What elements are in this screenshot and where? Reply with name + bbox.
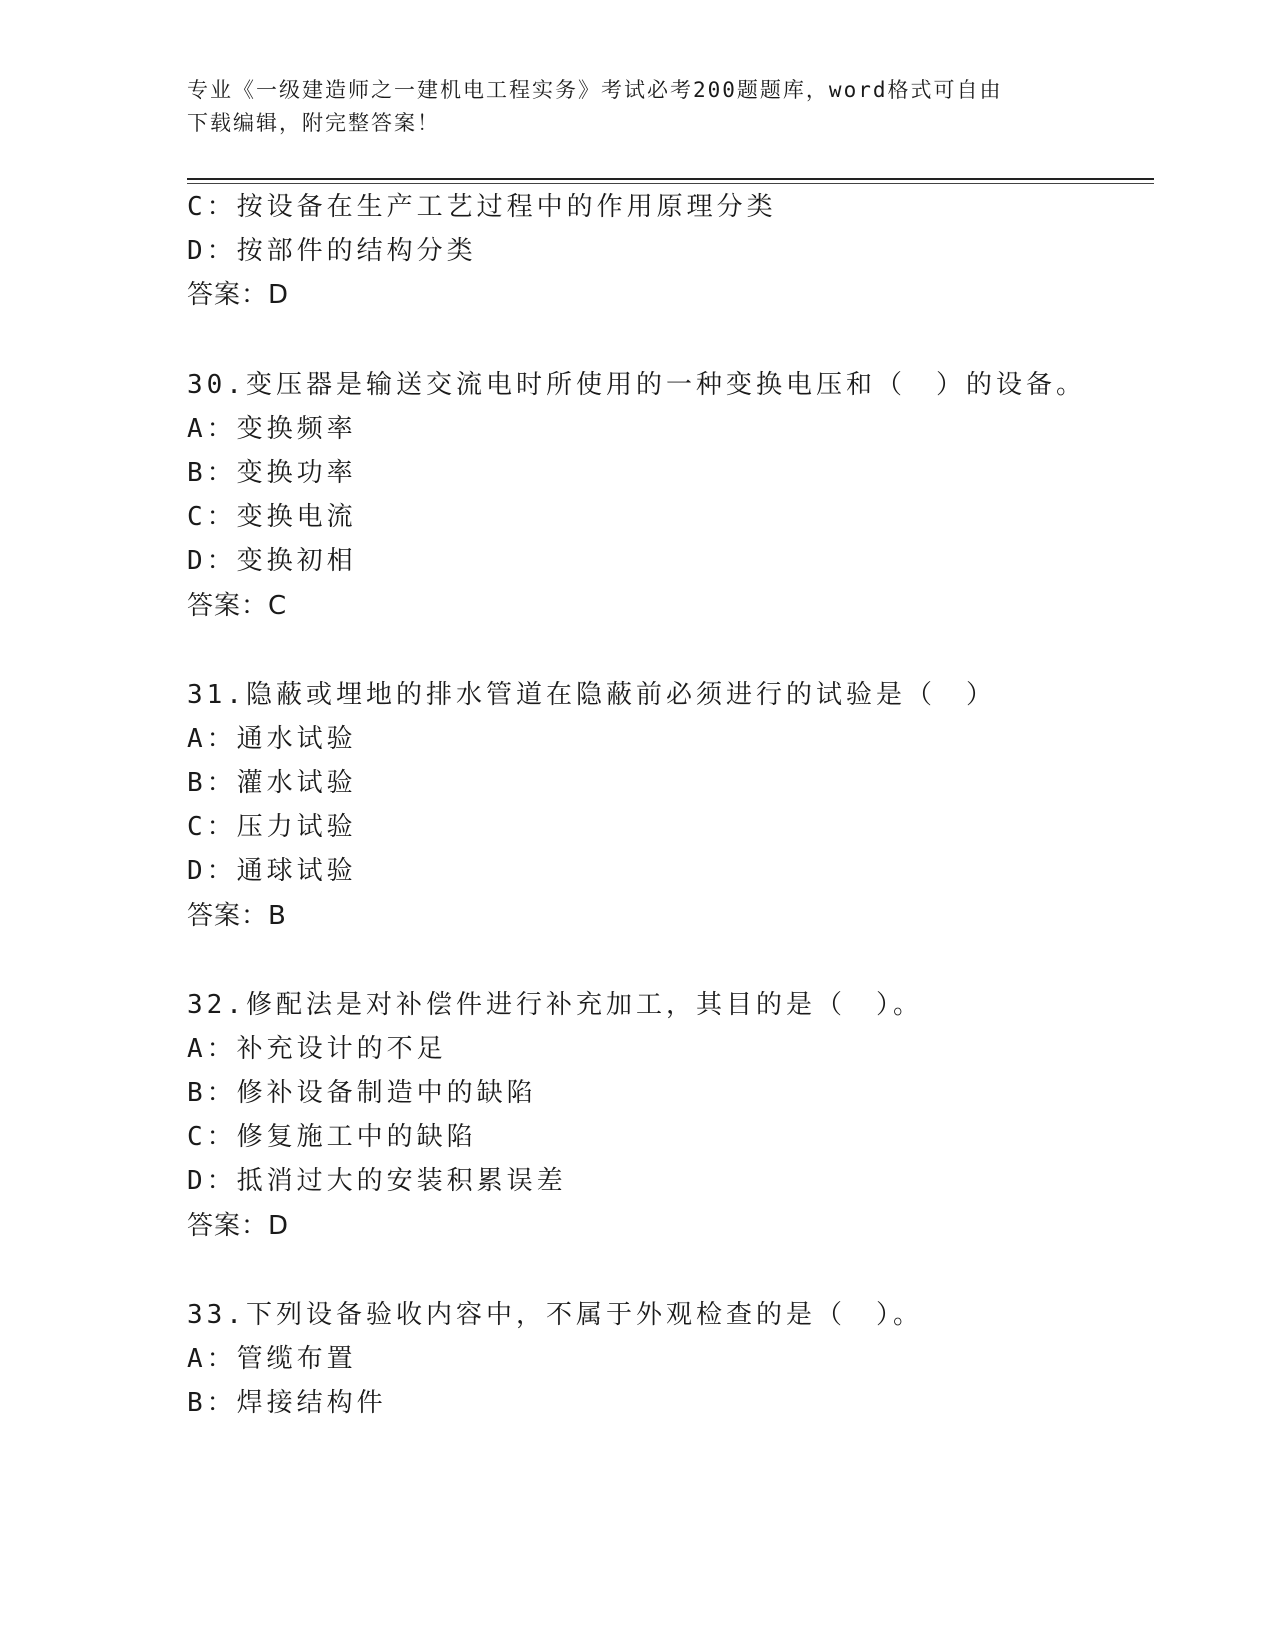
q31-option-d: D：通球试验 <box>187 856 357 886</box>
q30-answer: 答案：C <box>187 591 288 621</box>
header-divider-thick <box>187 178 1154 180</box>
q33-question: 33.下列设备验收内容中，不属于外观检查的是（ ）。 <box>187 1300 923 1330</box>
q30-option-b: B：变换功率 <box>187 458 357 488</box>
prev-option-d: D：按部件的结构分类 <box>187 236 477 266</box>
q32-answer: 答案：D <box>187 1211 290 1241</box>
q33-option-a: A：管缆布置 <box>187 1344 357 1374</box>
prev-answer: 答案：D <box>187 280 290 310</box>
q31-answer: 答案：B <box>187 901 287 931</box>
prev-option-c: C：按设备在生产工艺过程中的作用原理分类 <box>187 192 777 222</box>
q32-option-b: B：修补设备制造中的缺陷 <box>187 1078 537 1108</box>
q30-question: 30.变压器是输送交流电时所使用的一种变换电压和（ ）的设备。 <box>187 370 1086 400</box>
header-line-2: 下载编辑，附完整答案！ <box>187 111 440 135</box>
q32-option-c: C：修复施工中的缺陷 <box>187 1122 477 1152</box>
q30-option-d: D：变换初相 <box>187 546 357 576</box>
header-divider-thin <box>187 183 1154 184</box>
q31-option-b: B：灌水试验 <box>187 768 357 798</box>
q32-question: 32.修配法是对补偿件进行补充加工，其目的是（ ）。 <box>187 990 923 1020</box>
document-header <box>187 74 1087 140</box>
q31-question: 31.隐蔽或埋地的排水管道在隐蔽前必须进行的试验是（ ） <box>187 680 996 710</box>
q32-option-d: D：抵消过大的安装积累误差 <box>187 1166 567 1196</box>
q30-option-c: C：变换电流 <box>187 502 357 532</box>
q32-option-a: A：补充设计的不足 <box>187 1034 447 1064</box>
q31-option-c: C：压力试验 <box>187 812 357 842</box>
q31-option-a: A：通水试验 <box>187 724 357 754</box>
header-line-1: 专业《一级建造师之一建机电工程实务》考试必考200题题库，word格式可自由 <box>187 78 1003 102</box>
q33-option-b: B：焊接结构件 <box>187 1388 387 1418</box>
q30-option-a: A：变换频率 <box>187 414 357 444</box>
